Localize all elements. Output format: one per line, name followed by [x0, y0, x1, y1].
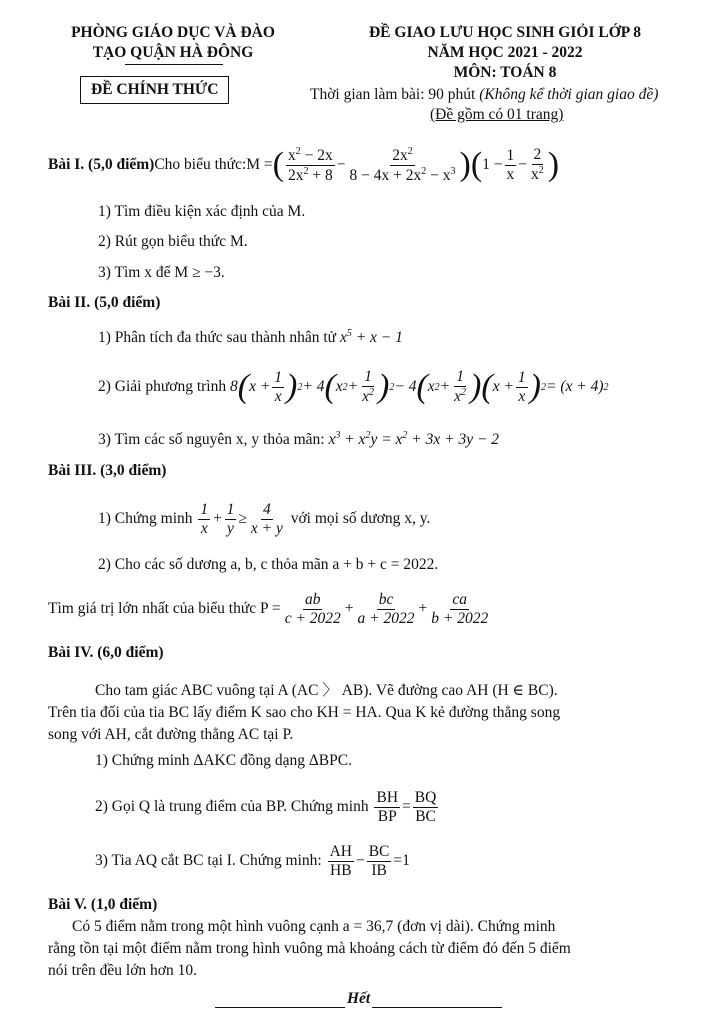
- time-prefix: Thời gian làm bài: 90 phút: [310, 86, 480, 103]
- bai4-para-3: song với AH, cắt đường thẳng AC tại P.: [48, 726, 294, 743]
- bai5-line-1: Có 5 điểm nằm trong một hình vuông cạnh a = 36,7 (đơn vị dài). Chứng minh: [72, 918, 556, 935]
- bai2-item-2-text: 2) Giải phương trình: [98, 378, 227, 395]
- bai3-expression-p: P = $\frac{ab}{c + 2022}$ + $\frac{bc}{a + 2022}$ + $\frac{ca}{b + 2022}$: [256, 590, 489, 627]
- bai2-title: Bài II. (5,0 điểm): [48, 294, 161, 311]
- bai2-item-2: [98, 362, 608, 412]
- bai3-item-1: [98, 496, 430, 542]
- bai3-item-2: 2) Cho các số dương a, b, c thỏa mãn a + b + c = 2022.: [98, 556, 439, 573]
- bai2-item-3: [98, 430, 499, 449]
- bai4-item-2-prefix: 2) Gọi Q là trung điểm của BP. Chứng minh: [95, 798, 369, 815]
- end-line-left: [215, 1007, 345, 1008]
- subject: MÔN: TOÁN 8: [453, 64, 557, 81]
- bai2-item-3-text: 3) Tìm các số nguyên x, y thỏa mãn:: [98, 431, 325, 449]
- bai1-expression: M = ( $\frac{x^2 - 2x}{2x^2 + 8}$ − $\frac{2x^2}{8 - 4x + 2x^2 - x^3}$ ) ( 1 − $\frac{1}{x}$ − $\frac{2}{x^2}$ ): [246, 145, 560, 184]
- time-note: (Không kể thời gian giao đề): [479, 86, 659, 103]
- bai1-item-2: 2) Rút gọn biểu thức M.: [98, 233, 248, 250]
- bai2-item-3-math: $x^3 + x^2y = x^2 + 3x + 3y - 2$: [328, 430, 500, 449]
- official-badge: ĐỀ CHÍNH THỨC: [80, 76, 229, 104]
- bai2-item-1-text: 1) Phân tích đa thức sau thành nhân tử: [98, 329, 337, 347]
- bai4-item-2-math: $\frac{BH}{BP}$ = $\frac{BQ}{BC}$: [376, 788, 437, 825]
- bai2-item-1: [98, 328, 403, 347]
- bai5-title: Bài V. (1,0 điểm): [48, 896, 158, 913]
- end-line-right: [372, 1007, 502, 1008]
- bai3-inequality: $\frac{1}{x}$ + $\frac{1}{y}$ ≥ $\frac{4}{x + y}$: [200, 500, 283, 537]
- bai1-item-1: 1) Tìm điều kiện xác định của M.: [98, 203, 306, 220]
- bai1-intro: Cho biểu thức:: [154, 156, 247, 173]
- bai4-para-1: Cho tam giác ABC vuông tại A (AC 〉 AB). Vẽ đường cao AH (H ∈ BC).: [95, 682, 558, 699]
- bai4-item-3-prefix: 3) Tia AQ cắt BC tại I. Chứng minh:: [95, 852, 322, 869]
- page-count: (Đề gồm có 01 trang): [430, 106, 564, 123]
- bai1-title: Bài I. (5,0 điểm): [48, 156, 155, 173]
- bai3-item-1-prefix: 1) Chứng minh: [98, 510, 193, 527]
- bai2-equation: 8 ( x + $\frac{1}{x}$ ) 2 + 4 ( x 2 + $\frac{1}{x^2}$ ) 2 − 4 ( x 2 + $\frac{1}{x^2}$ ) ( x + $\frac{1}{x}$ ) 2 = (x + 4) 2: [226, 368, 609, 406]
- bai4-para-2: Trên tia đối của tia BC lấy điểm K sao cho KH = HA. Qua K kẻ đường thẳng song: [48, 704, 561, 721]
- bai3-item-1-suffix: với mọi số dương x, y.: [290, 510, 431, 527]
- time-limit: [310, 86, 658, 104]
- bai4-item-2: [95, 784, 440, 830]
- dept-name-line1: PHÒNG GIÁO DỤC VÀ ĐÀO: [71, 24, 275, 41]
- end-marker: [215, 990, 502, 1008]
- bai3-item-3: [48, 586, 492, 632]
- bai5-line-3: nói trên đều lớn hơn 10.: [48, 962, 197, 979]
- bai1-item-3: 3) Tìm x để M ≥ −3.: [98, 264, 225, 281]
- school-year: NĂM HỌC 2021 - 2022: [427, 44, 583, 61]
- bai3-item-3-prefix: Tìm giá trị lớn nhất của biểu thức: [48, 600, 257, 617]
- bai4-title: Bài IV. (6,0 điểm): [48, 644, 164, 661]
- bai4-item-1: 1) Chứng minh ΔAKC đồng dạng ΔBPC.: [95, 752, 352, 769]
- header-divider: [125, 64, 223, 65]
- bai2-item-1-math: $x^5 + x - 1$: [339, 328, 403, 347]
- bai3-title: Bài III. (3,0 điểm): [48, 462, 167, 479]
- bai5-line-2: rằng tồn tại một điểm nằm trong hình vuông mà khoảng cách từ điểm đó đến 5 điểm: [48, 940, 571, 957]
- end-text: Hết: [347, 990, 371, 1007]
- bai4-item-3-math: $\frac{AH}{HB}$ − $\frac{BC}{IB}$ =1: [329, 842, 410, 879]
- bai4-item-3: [95, 838, 410, 884]
- exam-title: ĐỀ GIAO LƯU HỌC SINH GIỎI LỚP 8: [368, 24, 641, 41]
- dept-name-line2: [48, 44, 298, 62]
- dept-name-text: TẠO QUẬN HÀ ĐÔNG: [92, 44, 254, 61]
- bai1-header: [48, 140, 559, 190]
